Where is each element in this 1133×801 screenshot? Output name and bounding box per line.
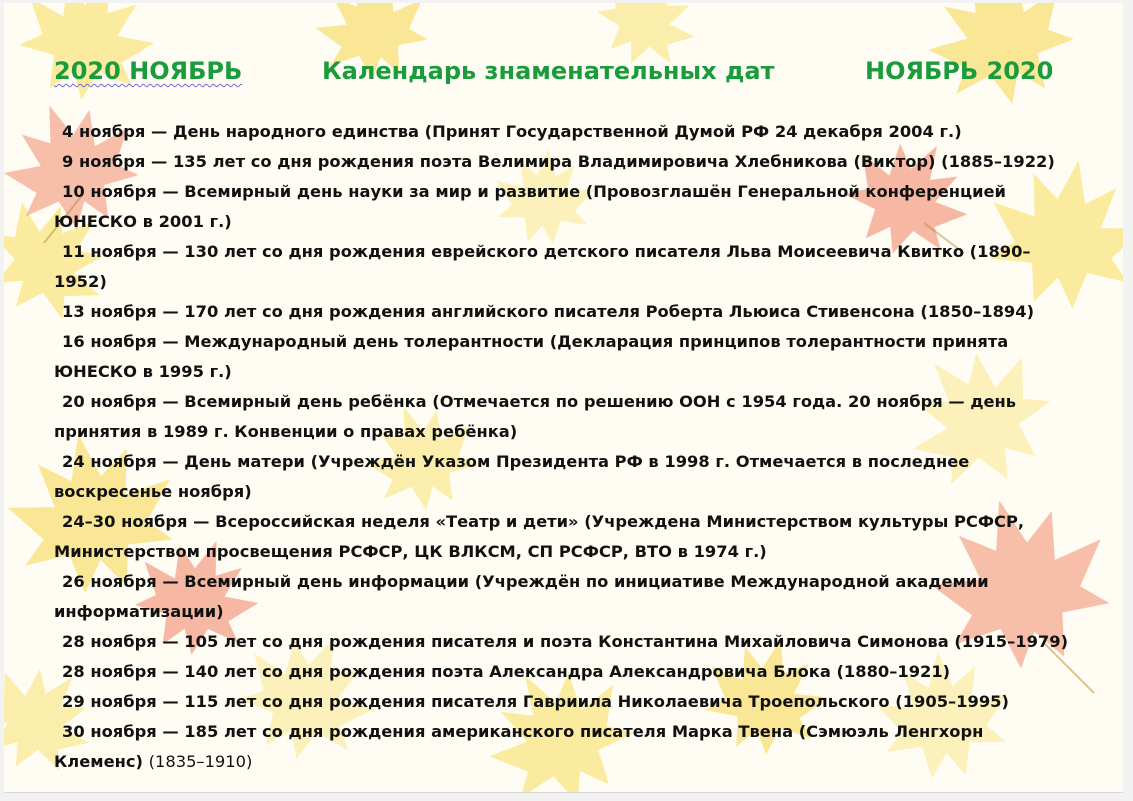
calendar-entry: 20 ноября — Всемирный день ребёнка (Отмечается по решению ООН с 1954 года. 20 ноября — день принятия в 1989 г. Конвенции о правах ребёнка) — [54, 392, 1017, 441]
header-title: Календарь знаменательных дат — [322, 57, 775, 85]
last-entry-text: 30 ноября — 185 лет со дня рождения американского писателя Марка Твена (Сэмюэль Ленгхорн Клеменс) — [54, 722, 984, 771]
calendar-entry-last — [54, 717, 1074, 777]
calendar-entry: 24–30 ноября — Всероссийская неделя «Театр и дети» (Учреждена Министерством культуры РСФСР, Министерством просвещения РСФСР, ЦК ВЛКСМ, СП РСФСР, ВТО в 1974 г.) — [54, 512, 1025, 561]
header-year-month-left: 2020 НОЯБРЬ — [54, 57, 243, 85]
calendar-entry: 29 ноября — 115 лет со дня рождения писателя Гавриила Николаевича Троепольского (1905–1995) — [62, 692, 1009, 711]
calendar-entry: 28 ноября — 105 лет со дня рождения писателя и поэта Константина Михайловича Симонова (1915–1979) — [62, 632, 1069, 651]
page-header — [4, 57, 1123, 97]
calendar-entry: 11 ноября — 130 лет со дня рождения еврейского детского писателя Льва Моисеевича Квитко (1890–1952) — [54, 242, 1031, 291]
calendar-page — [4, 3, 1123, 793]
header-month-year-right: НОЯБРЬ 2020 — [865, 57, 1054, 85]
calendar-entry: 9 ноября — 135 лет со дня рождения поэта Велимира Владимировича Хлебникова (Виктор) (1885–1922) — [62, 152, 1055, 171]
calendar-entry: 24 ноября — День матери (Учреждён Указом Президента РФ в 1998 г. Отмечается в последнее воскресенье ноября) — [54, 452, 970, 501]
calendar-entry: 16 ноября — Международный день толерантности (Декларация принципов толерантности принята ЮНЕСКО в 1995 г.) — [54, 332, 1009, 381]
entries-list — [54, 117, 1074, 777]
calendar-entry: 13 ноября — 170 лет со дня рождения английского писателя Роберта Льюиса Стивенсона (1850–1894) — [62, 302, 1035, 321]
calendar-entry: 10 ноября — Всемирный день науки за мир и развитие (Провозглашён Генеральной конференцией ЮНЕСКО в 2001 г.) — [54, 182, 1006, 231]
calendar-entry: 4 ноября — День народного единства (Принят Государственной Думой РФ 24 декабря 2004 г.) — [62, 122, 962, 141]
calendar-entry: 26 ноября — Всемирный день информации (Учреждён по инициативе Международной академии информатизации) — [54, 572, 989, 621]
last-entry-years: (1835–1910) — [148, 752, 253, 771]
calendar-entry: 28 ноября — 140 лет со дня рождения поэта Александра Александровича Блока (1880–1921) — [62, 662, 951, 681]
